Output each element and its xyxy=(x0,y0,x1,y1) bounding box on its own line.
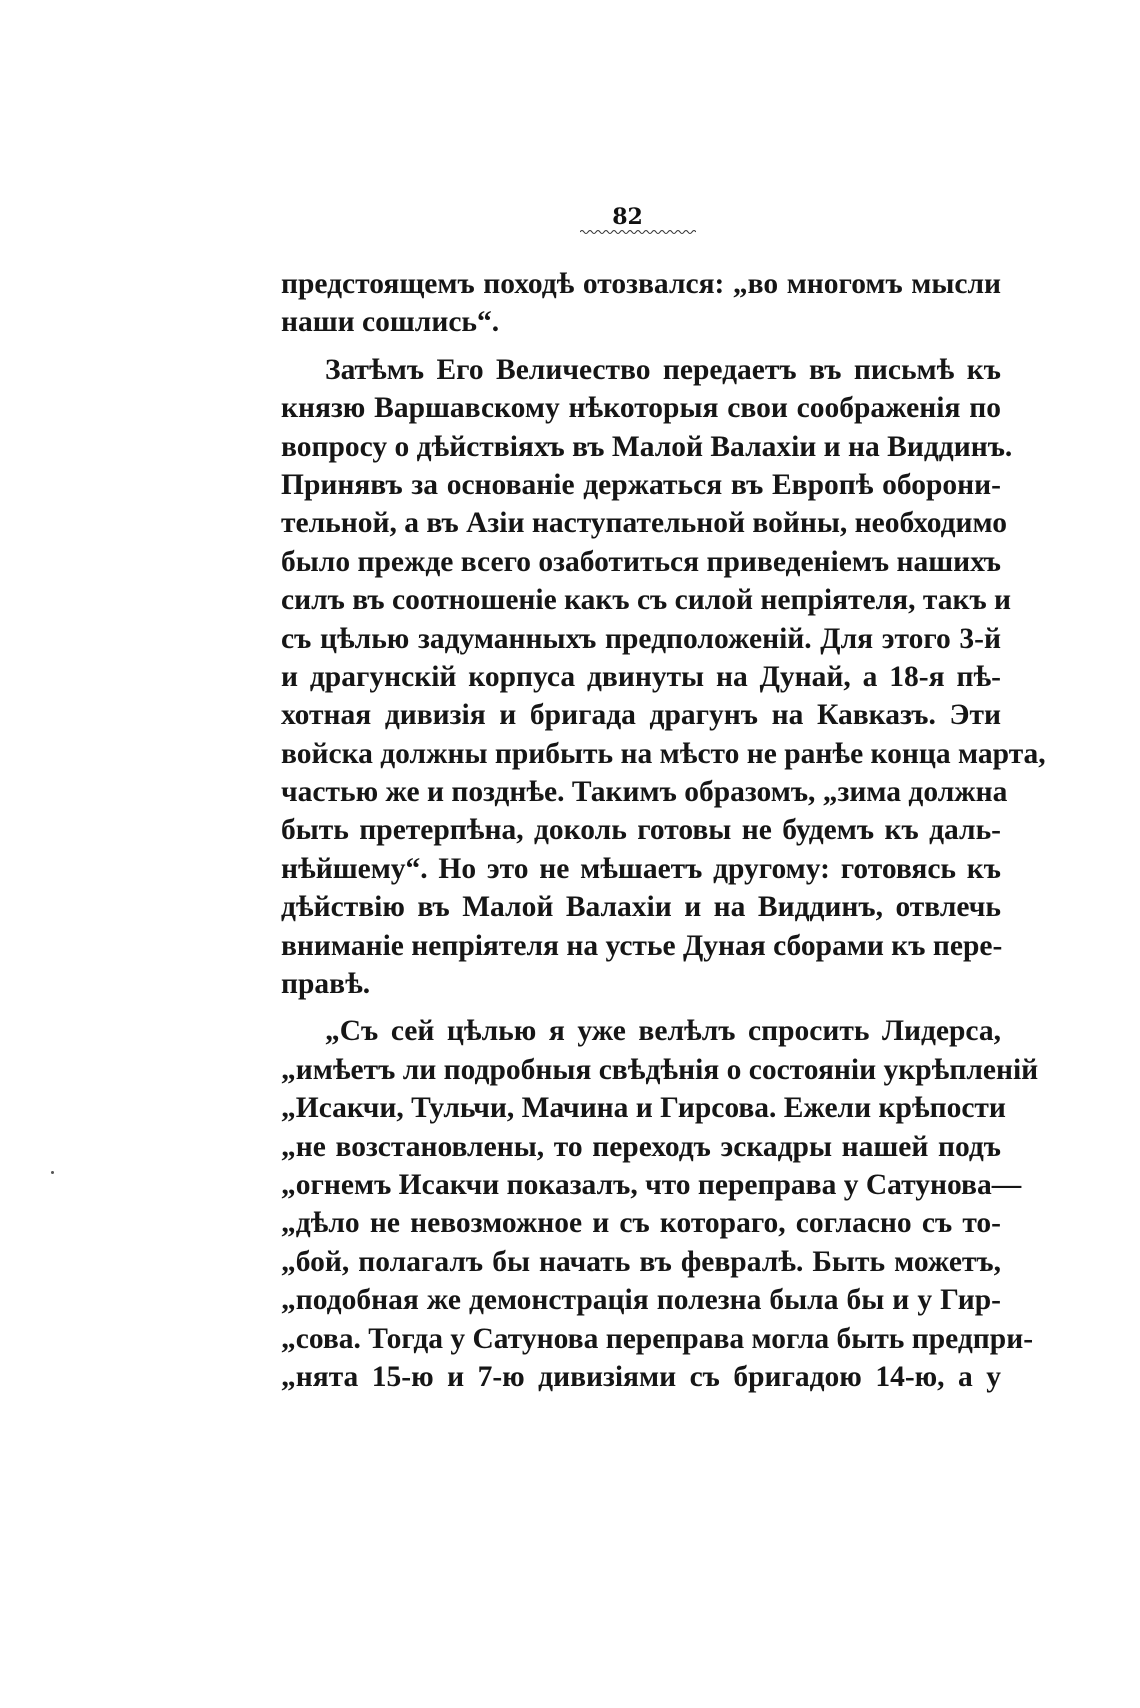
text-line: „подобная же демонстрація полезна была бы и у Гир- xyxy=(281,1284,1001,1317)
text-line: хотная дивизія и бригада драгунъ на Кавказъ. Эти xyxy=(281,699,1001,732)
text-line: Затѣмъ Его Величество передаетъ въ письмѣ къ xyxy=(325,353,1001,386)
paragraph-1 xyxy=(281,265,1001,342)
text-line: тельной, а въ Азіи наступательной войны, необходимо xyxy=(281,507,1008,540)
paragraph-2 xyxy=(281,351,1046,1004)
text-line: „Съ сей цѣлью я уже велѣлъ спросить Лидерса, xyxy=(325,1015,1001,1048)
text-line: войска должны прибыть на мѣсто не ранѣе конца марта, xyxy=(281,737,1046,770)
paragraph-3 xyxy=(281,1012,1039,1396)
text-line: съ цѣлью задуманныхъ предположеній. Для этого 3-й xyxy=(281,622,1001,655)
text-line: „нята 15-ю и 7-ю дивизіями съ бригадою 14-ю, а у xyxy=(281,1360,1001,1393)
text-line: „имѣетъ ли подробныя свѣдѣнія о состояніи укрѣпленій xyxy=(281,1053,1039,1086)
scan-speck xyxy=(51,1171,54,1174)
text-line: „огнемъ Исакчи показалъ, что переправа у Сатунова— xyxy=(281,1168,1022,1201)
text-line: было прежде всего озаботиться приведеніемъ нашихъ xyxy=(281,545,1001,578)
text-line: нѣйшему“. Но это не мѣшаетъ другому: готовясь къ xyxy=(281,852,1001,885)
wavy-rule-ornament xyxy=(580,228,696,236)
text-line: Принявъ за основаніе держаться въ Европѣ оборони- xyxy=(281,468,1001,501)
text-line: быть претерпѣна, доколь готовы не будемъ къ даль- xyxy=(281,814,1001,847)
body-text xyxy=(281,265,1046,1396)
text-line: правѣ. xyxy=(281,968,371,1001)
text-line: „сова. Тогда у Сатунова переправа могла быть предпри- xyxy=(281,1322,1034,1355)
text-line: князю Варшавскому нѣкоторыя свои соображенія по xyxy=(281,392,1001,425)
text-line: „не возстановлены, то переходъ эскадры нашей подъ xyxy=(281,1130,1001,1163)
text-line: вниманіе непріятеля на устье Дуная сборами къ пере- xyxy=(281,929,1003,962)
text-line: „бой, полагалъ бы начать въ февралѣ. Быть можетъ, xyxy=(281,1245,1001,1278)
text-line: „дѣло не невозможное и съ котораго, согласно съ то- xyxy=(281,1207,1001,1240)
text-line: дѣйствію въ Малой Валахіи и на Виддинъ, отвлечь xyxy=(281,891,1001,924)
text-line: вопросу о дѣйствіяхъ въ Малой Валахіи и на Виддинъ. xyxy=(281,430,1013,463)
text-line: наши сошлись“. xyxy=(281,306,500,339)
text-line: предстоящемъ походѣ отозвался: „во многомъ мысли xyxy=(281,268,1001,300)
text-line: и драгунскій корпуса двинуты на Дунай, а 18-я пѣ- xyxy=(281,660,1001,693)
page-number: 82 xyxy=(612,204,643,230)
text-line: „Исакчи, Тульчи, Мачина и Гирсова. Ежели крѣпости xyxy=(281,1092,1006,1125)
text-line: частью же и позднѣе. Такимъ образомъ, „зима должна xyxy=(281,776,1008,809)
text-line: силъ въ соотношеніе какъ съ силой непріятеля, такъ и xyxy=(281,584,1012,617)
